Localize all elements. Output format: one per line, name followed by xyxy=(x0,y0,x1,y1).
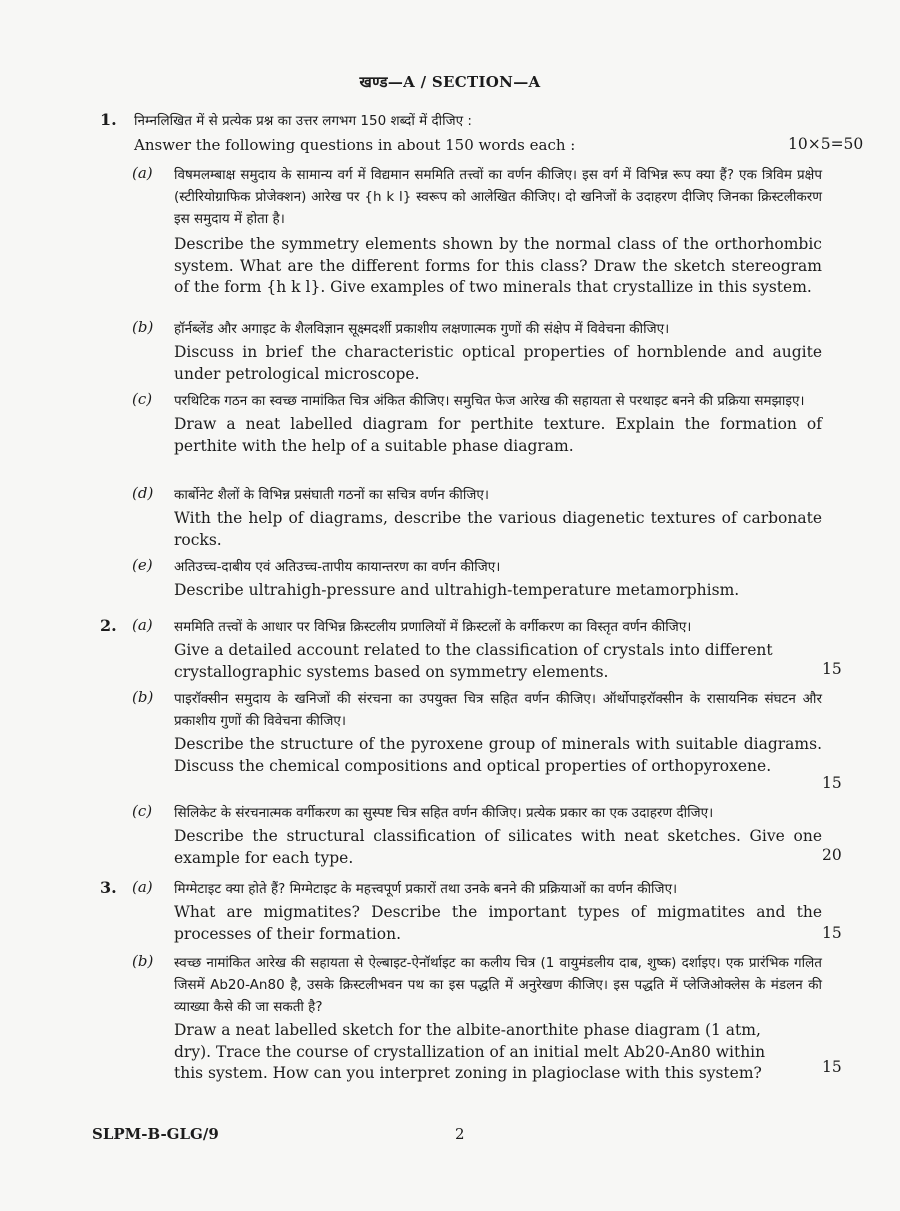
part-label: (e) xyxy=(132,556,153,574)
marks: 15 xyxy=(822,1058,842,1076)
page-number: 2 xyxy=(455,1125,465,1143)
question-number: 2. xyxy=(100,616,117,635)
part-text-english: Draw a neat labelled sketch for the albite-anorthite phase diagram (1 atm, dry). Trace the course of crystallization of an initial melt Ab20-An80 within this system. How can you interpret zoning in plagioclase with this system? xyxy=(174,1021,766,1082)
part-label: (b) xyxy=(132,318,154,336)
instruction-english: Answer the following questions in about 150 words each : xyxy=(134,136,576,154)
part-text-hindi: पाइरॉक्सीन समुदाय के खनिजों की संरचना का उपयुक्त चित्र सहित वर्णन कीजिए। ऑर्थोपाइरॉक्सीन के रासायनिक संघटन और प्रकाशीय गुणों की विवेचना कीजिए। xyxy=(174,691,822,729)
paper-code: SLPM-B-GLG/9 xyxy=(92,1125,219,1143)
part-text-hindi: सिलिकेट के संरचनात्मक वर्गीकरण का सुस्पष्ट चित्र सहित वर्णन कीजिए। प्रत्येक प्रकार का एक उदाहरण दीजिए। xyxy=(174,805,714,821)
question-3 xyxy=(100,878,860,1082)
part-text-english: Draw a neat labelled diagram for perthite texture. Explain the formation of perthite with the help of a suitable phase diagram. xyxy=(174,415,822,455)
part-text-english: Give a detailed account related to the classification of crystals into different crystallographic systems based on symmetry elements. xyxy=(174,641,773,681)
section-title: खण्ड—A / SECTION—A xyxy=(359,73,541,91)
part-text-hindi: सममिति तत्त्वों के आधार पर विभिन्न क्रिस्टलीय प्रणालियों में क्रिस्टलों के वर्गीकरण का विस्तृत वर्णन कीजिए। xyxy=(174,619,692,635)
part-text-hindi: स्वच्छ नामांकित आरेख की सहायता से ऐल्बाइट-ऐनॉर्थाइट का कलीय चित्र (1 वायुमंडलीय दाब, शुष्क) दर्शाइए। एक प्रारंभिक गलित जिसमें Ab20-An80 है, उसके क्रिस्टलीभवन पथ का इस पद्धति में अनुरेखण कीजिए। इस पद्धति में प्लेजिओक्लेस के मंडलन की व्याख्या कैसे की जा सकती है? xyxy=(174,955,822,1015)
marks: 15 xyxy=(822,660,842,678)
part-label: (a) xyxy=(132,164,153,182)
part-text-english: Describe the structure of the pyroxene group of minerals with suitable diagrams. Discuss the chemical compositions and optical properties of orthopyroxene. xyxy=(174,735,822,775)
part-label: (c) xyxy=(132,390,153,408)
question-number: 1. xyxy=(100,110,117,129)
part-text xyxy=(174,164,822,299)
part-text xyxy=(174,556,822,602)
part-text-english: Discuss in brief the characteristic optical properties of hornblende and augite under petrological microscope. xyxy=(174,343,822,383)
part-text-hindi: अतिउच्च-दाबीय एवं अतिउच्च-तापीय कायान्तरण का वर्णन कीजिए। xyxy=(174,559,501,575)
part-label: (b) xyxy=(132,952,154,970)
part-label: (b) xyxy=(132,688,154,706)
part-label: (a) xyxy=(132,878,153,896)
question-2 xyxy=(100,616,860,868)
part-text-hindi: परथिटिक गठन का स्वच्छ नामांकित चित्र अंकित कीजिए। समुचित फेज आरेख की सहायता से परथाइट बनने की प्रक्रिया समझाइए। xyxy=(174,393,805,409)
part-text-hindi: मिग्मेटाइट क्या होते हैं? मिग्मेटाइट के महत्त्वपूर्ण प्रकारों तथा उनके बनने की प्रक्रियाओं का वर्णन कीजिए। xyxy=(174,881,678,897)
part-text xyxy=(174,878,822,945)
part-label: (d) xyxy=(132,484,154,502)
part-text xyxy=(174,688,822,777)
part-text xyxy=(174,318,822,385)
part-label: (c) xyxy=(132,802,153,820)
part-text xyxy=(174,802,822,869)
part-label: (a) xyxy=(132,616,153,634)
part-text-hindi: विषमलम्बाक्ष समुदाय के सामान्य वर्ग में विद्यमान सममिति तत्त्वों का वर्णन कीजिए। इस वर्ग में विभिन्न रूप क्या हैं? एक त्रिविम प्रक्षेप (स्टीरियोग्राफिक प्रोजेक्शन) आरेख पर {h k l} स्वरूप को आलेखित कीजिए। दो खनिजों के उदाहरण दीजिए जिनका क्रिस्टलीकरण इस समुदाय में होता है। xyxy=(174,167,822,227)
part-text xyxy=(174,952,822,1085)
part-text-english: Describe ultrahigh-pressure and ultrahigh-temperature metamorphism. xyxy=(174,581,740,599)
question-number: 3. xyxy=(100,878,117,897)
marks: 15 xyxy=(822,924,842,942)
instruction-hindi: निम्नलिखित में से प्रत्येक प्रश्न का उत्तर लगभग 150 शब्दों में दीजिए : xyxy=(134,113,472,129)
part-text-english: What are migmatites? Describe the important types of migmatites and the processes of their formation. xyxy=(174,903,822,943)
marks: 10×5=50 xyxy=(788,135,864,153)
marks: 15 xyxy=(822,774,842,792)
part-text-english: With the help of diagrams, describe the various diagenetic textures of carbonate rocks. xyxy=(174,509,822,549)
part-text xyxy=(174,484,822,551)
marks: 20 xyxy=(822,846,842,864)
part-text-english: Describe the structural classification of silicates with neat sketches. Give one example for each type. xyxy=(174,827,822,867)
part-text-english: Describe the symmetry elements shown by the normal class of the orthorhombic system. What are the different forms for this class? Draw the sketch stereogram of the form {h k l}. Give examples of two minerals that crystallize in this system. xyxy=(174,235,822,296)
question-1 xyxy=(100,110,864,600)
part-text-hindi: कार्बोनेट शैलों के विभिन्न प्रसंघाती गठनों का सचित्र वर्णन कीजिए। xyxy=(174,487,490,503)
part-text-hindi: हॉर्नब्लेंड और अगाइट के शैलविज्ञान सूक्ष्मदर्शी प्रकाशीय लक्षणात्मक गुणों की संक्षेप में विवेचना कीजिए। xyxy=(174,321,670,337)
part-text xyxy=(174,616,822,683)
part-text xyxy=(174,390,822,457)
